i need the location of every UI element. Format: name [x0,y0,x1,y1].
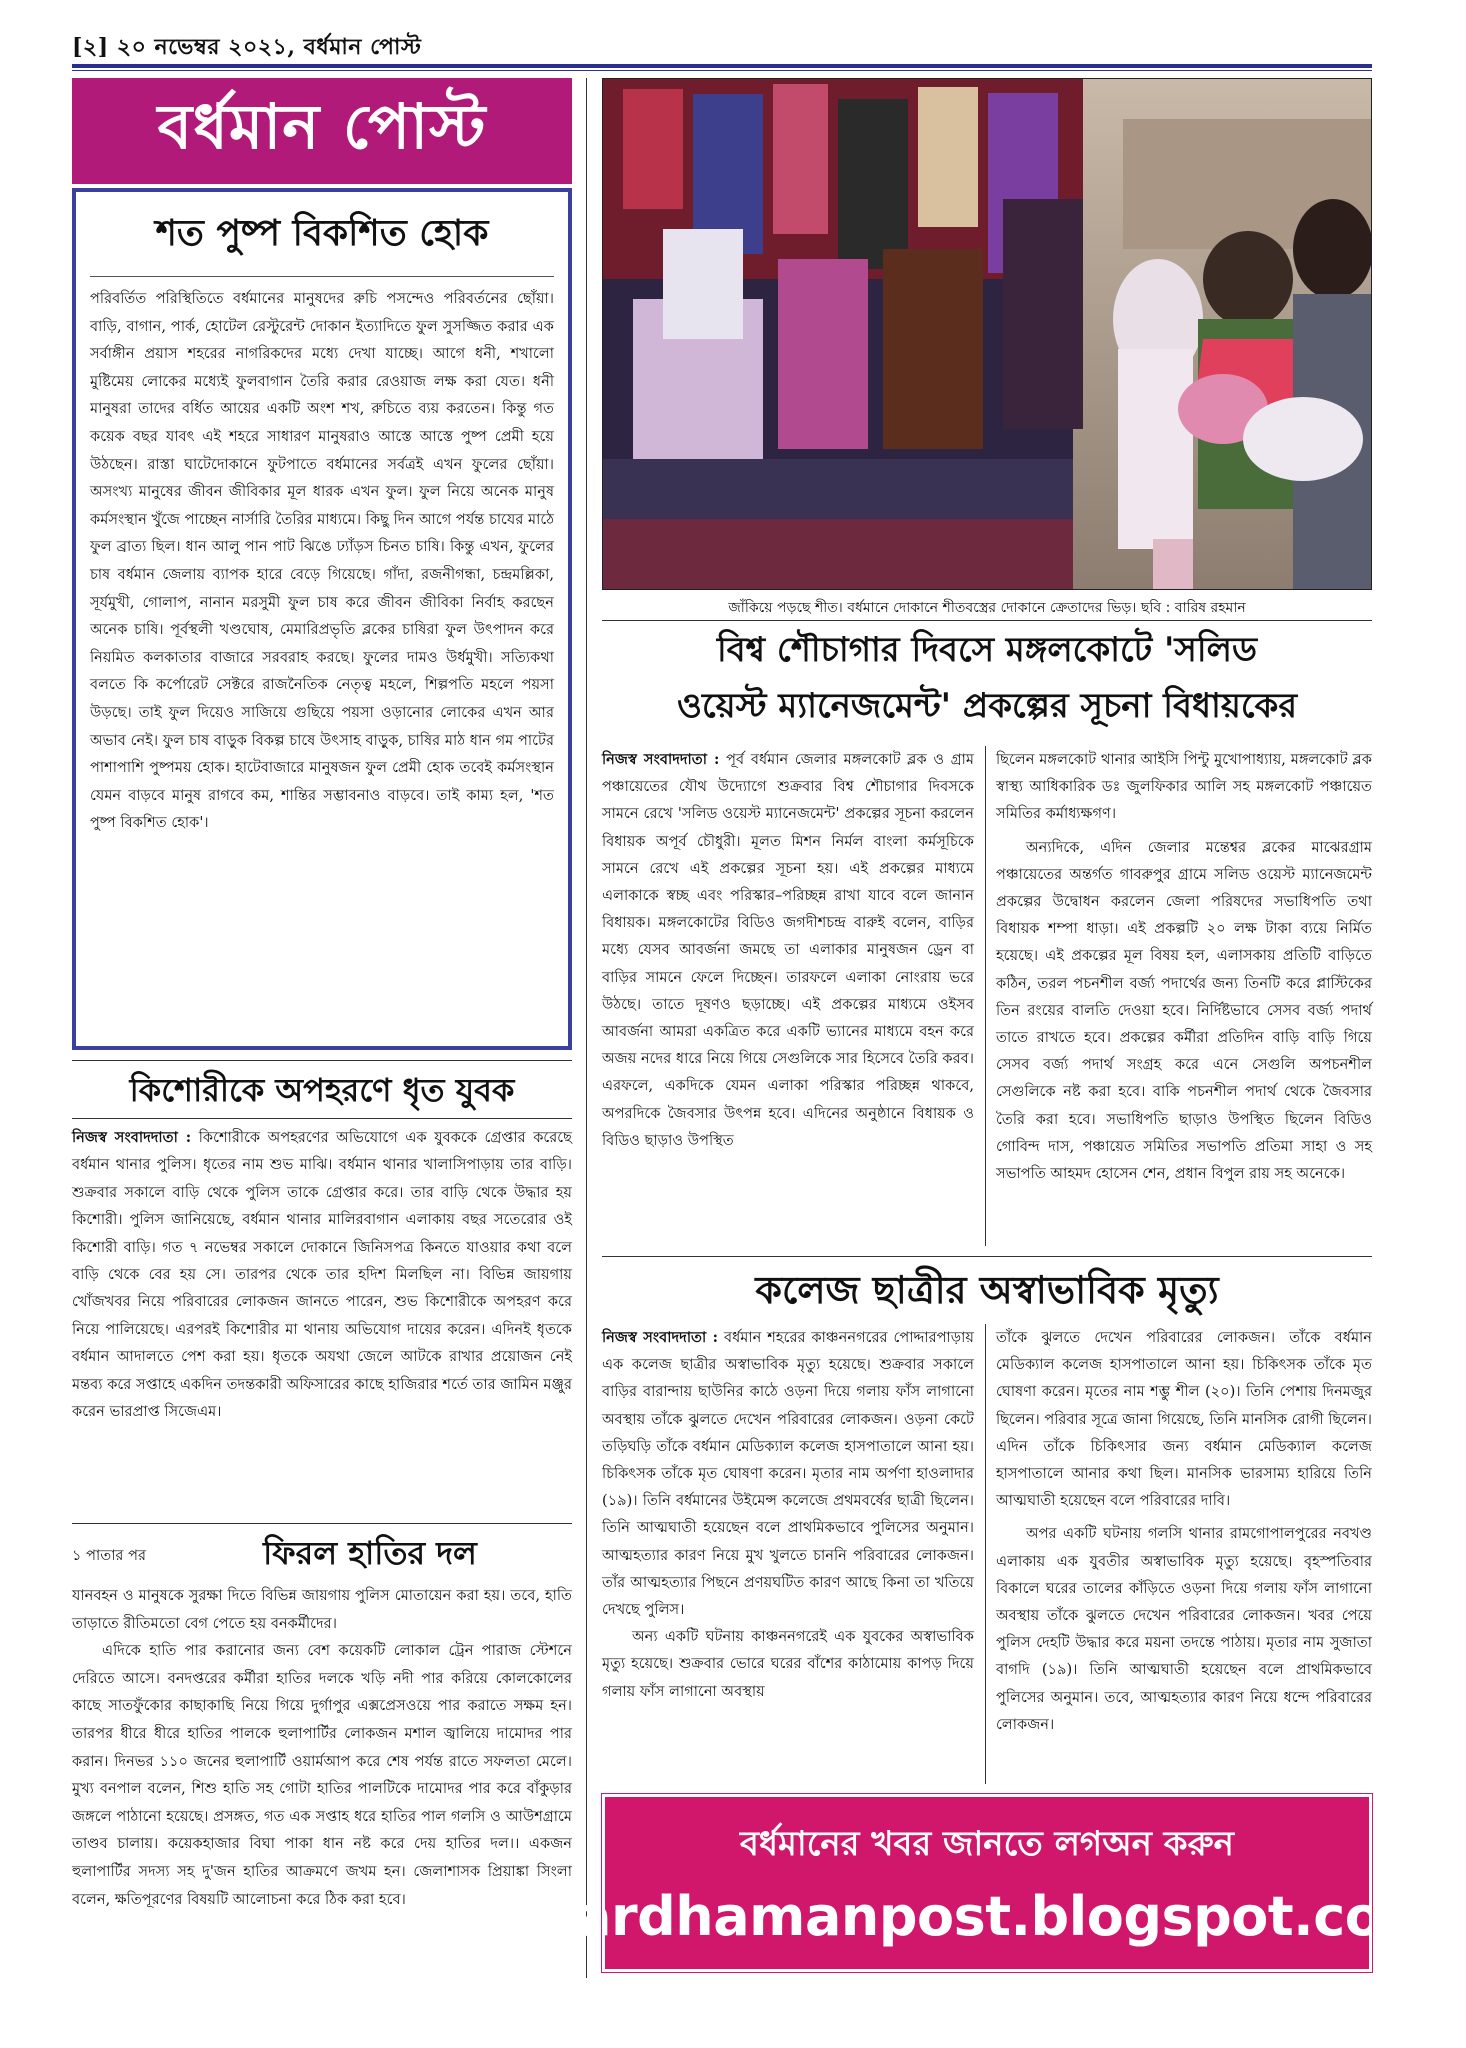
waste-dateline: নিজস্ব সংবাদদাতা : [602,751,720,768]
elephant-para-2: এদিকে হাতি পার করানোর জন্য বেশ কয়েকটি লোকাল ট্রেন পারাজ স্টেশনে দেরিতে আসে। বনদপ্তরের কর্মীরা হাতির দলকে খড়ি নদী পার করিয়ে কোলকোলের কাছে সাতফুঁকোর কাছাকাছি নিয়ে গিয়ে দুর্গাপুর এক্সপ্রেসওয়ে পার করাতে সক্ষম হন। তারপর ধীরে ধীরে হাতির পালকে হুলাপার্টির লোকজন মশাল জ্বালিয়ে দামোদর পার করান। দিনভর ১১০ জনের হুলাপার্টি ওয়ার্মআপ করে শেষ পর্যন্ত রাতে সফলতা মেলে। মুখ্য বনপাল বলেন, শিশু হাতি সহ গোটা হাতির পালটিকে দামোদর পার করে বাঁকুড়ার জঙ্গলে পাঠানো হয়েছে। প্রসঙ্গত, গত এক সপ্তাহ ধরে হাতির পাল গলসি ও আউশগ্রামে তাণ্ডব চালায়। কয়েকহাজার বিঘা পাকা ধান নষ্ট করে দেয় হাতির দল।। একজন হুলাপার্টির সদস্য সহ দু'জন হাতির আক্রমণে জখম হন। জেলাশাসক প্রিয়াঙ্কা সিংলা বলেন, ক্ষতিপূরণের বিষয়টি আলোচনা করে ঠিক করা হবে। [72,1642,572,1908]
divider [72,1523,572,1524]
elephant-para-1: যানবহন ও মানুষকে সুরক্ষা দিতে বিভিন্ন জায়গায় পুলিস মোতায়েন করা হয়। তবে, হাতি তাড়াতে রীতিমতো বেগ পেতে হয় বনকর্মীদের। [72,1587,572,1632]
waste-headline-line-2: ওয়েস্ট ম্যানেজমেন্ট' প্রকল্পের সূচনা বিধায়কের [676,686,1298,726]
waste-headline [602,622,1372,734]
waste-col-2-para-2: অন্যদিকে, এদিন জেলার মন্তেশ্বর ব্লকের মাঝেরগ্রাম পঞ্চায়েতের অন্তর্গত গাবরুপুর গ্রামে সলিড ওয়েস্ট ম্যানেজমেন্ট প্রকল্পের উদ্বোধন করলেন জেলা পরিষদের সভাধিপতি তথা বিধায়ক শম্পা ধাড়া। এই প্রকল্পটি ২০ লক্ষ টাকা ব্যয়ে নির্মিত হয়েছে। এই প্রকল্পের মূল বিষয় হল, এলাসকায় প্রতিটি বাড়িতে কঠিন, তরল পচনশীল বর্জ্য পদার্থের জন্য তিনটি করে প্লাস্টিকের তিন রংয়ের বালতি দেওয়া হবে। নির্দিষ্টভাবে সেসব বর্জ্য পদার্থ তাতে রাখতে হবে। প্রকল্পের কর্মীরা প্রতিদিন বাড়ি বাড়ি গিয়ে সেসব বর্জ্য পদার্থ সংগ্রহ করে এনে সেগুলি অপচনশীল সেগুলিকে নষ্ট করা হবে। বাকি পচনশীল পদার্থ থেকে জৈবসার তৈরি করা হবে। সভাধিপতি ছাড়াও উপস্থিত ছিলেন বিডিও গোবিন্দ দাস, পঞ্চায়েত সমিতির সভাপতি প্রতিমা সাহা ও সহ সভাপতি আহমদ হোসেন শেন, প্রধান বিপুল রায় সহ অনেকে। [996,838,1372,1183]
kidnap-dateline: নিজস্ব সংবাদদাতা : [72,1129,192,1146]
death-col-1-text: বর্ধমান শহরের কাঞ্চননগরের পোদ্দারপাড়ায় এক কলেজ ছাত্রীর অস্বাভাবিক মৃত্যু হয়েছে। শুক্রবার সকালে বাড়ির বারান্দায় ছাউনির কাঠে ওড়না দিয়ে গলায় ফাঁস লাগানো অবস্থায় তাঁকে ঝুলতে দেখেন পরিবারের লোকজন। ওড়না কেটে তড়িঘড়ি তাঁকে বর্ধমান মেডিক্যাল কলেজ হাসপাতালে আনা হয়। চিকিৎসক তাঁকে মৃত ঘোষণা করেন। মৃতার নাম অর্পণা হাওলাদার (১৯)। তিনি বর্ধমানের উইমেন্স কলেজে প্রথমবর্ষের ছাত্রী ছিলেন। তিনি আত্মঘাতী হয়েছেন বলে প্রাথমিকভাবে পুলিসের অনুমান। আত্মহত্যার কারণ নিয়ে মুখ খুলতে চাননি পরিবারের লোকজন। তাঁর আত্মহত্যার পিছনে প্রণয়ঘটিত কারণ আছে কিনা তা খতিয়ে দেখছে পুলিস। [602,1329,975,1619]
divider [72,1060,572,1061]
column-divider [586,78,587,1978]
kidnap-headline: কিশোরীকে অপহরণে ধৃত যুবক [129,1071,515,1109]
kidnap-text: কিশোরীকে অপহরণের অভিযোগে এক যুবককে গ্রেপ্তার করেছে বর্ধমান থানার পুলিস। ধৃতের নাম শুভ মাঝি। বর্ধমান থানার খালাসিপাড়ায় তার বাড়ি। শুক্রবার সকালে বাড়ি থেকে পুলিস তাকে গ্রেপ্তার করে। তার বাড়ি থেকে উদ্ধার হয় কিশোরী। পুলিস জানিয়েছে, বর্ধমান থানার মালিরবাগান এলাকায় বছর সতেরোর ওই কিশোরী বাড়ি। গত ৭ নভেম্বর সকালে দোকানে জিনিসপত্র কিনতে যাওয়ার কথা বলে বাড়ি থেকে বের হয় সে। তারপর থেকে তার হদিশ মিলছিল না। বিভিন্ন জায়গায় খোঁজখবর নিয়ে পরিবারের লোকজন জানতে পারেন, শুভ কিশোরীকে অপহরণ করে নিয়ে পালিয়েছে। এরপরই কিশোরীর মা থানায় অভিযোগ দায়ের করেন। এদিনই ধৃতকে বর্ধমান আদালতে পেশ করা হয়। ধৃতকে অযথা জেলে আটকে রাখার প্রয়োজন নেই মন্তব্য করে সপ্তাহে একদিন তদন্তকারী অফিসারের কাছে হাজিরার শর্তে তার জামিন মঞ্জুর করেন ভারপ্রাপ্ত সিজেএম। [72,1129,572,1421]
death-col-1-para-2: অন্য একটি ঘটনায় কাঞ্চননগরেই এক যুবকের অস্বাভাবিক মৃত্যু হয়েছে। শুক্রবার ভোরে ঘরের বাঁশের কাঠামোয় কাপড় দিয়ে গলায় ফাঁস লাগানো অবস্থায় [602,1628,974,1700]
editorial-title: শত পুষ্প বিকশিত হোক [90,200,554,277]
column-divider [985,1324,986,1784]
divider [602,1256,1372,1257]
death-col-2-para-2: অপর একটি ঘটনায় গলসি থানার রামগোপালপুরের নবখণ্ড এলাকায় এক যুবতীর অস্বাভাবিক মৃত্যু হয়েছে। বৃহস্পতিবার বিকালে ঘরের তালের কাঁড়িতে ওড়না দিয়ে গলায় ফাঁস লাগানো অবস্থায় তাঁকে ঝুলতে দেখেন পরিবারের লোকজন। খবর পেয়ে পুলিস দেহটি উদ্ধার করে ময়না তদন্তে পাঠায়। মৃতার নাম সুজাতা বাগদি (১৯)। তিনি আত্মঘাতী হয়েছেন বলে প্রাথমিকভাবে পুলিসের অনুমান। তবে, আত্মহত্যার কারণ নিয়ে ধন্দে পরিবারের লোকজন। [996,1525,1372,1733]
ad-tagline: বর্ধমানের খবর জানতে লগঅন করুন [740,1824,1234,1864]
death-headline: কলেজ ছাত্রীর অস্বাভাবিক মৃত্যু [755,1268,1219,1312]
ad-url[interactable]: bardhamanpost.blogspot.com [536,1885,1438,1948]
death-col-1 [602,1324,974,1705]
divider [72,1118,572,1119]
photo-caption: জাঁকিয়ে পড়ছে শীত। বর্ধমানে দোকানে শীতবস্ত্রের দোকানে ক্রেতাদের ভিড়। ছবি : বারিষ রহমান [728,600,1246,616]
blog-ad-banner[interactable] [536,1794,1438,1972]
waste-headline-line-1: বিশ্ব শৌচাগার দিবসে মঙ্গলকোটে 'সলিড [717,630,1257,670]
editorial-box [72,188,572,1050]
waste-col-2 [996,746,1372,1187]
death-col-2-para-1: তাঁকে ঝুলতে দেখেন পরিবারের লোকজন। তাঁকে বর্ধমান মেডিক্যাল কলেজ হাসপাতালে আনা হয়। চিকিৎসক তাঁকে মৃত ঘোষণা করেন। মৃতের নাম শম্ভু শীল (২০)। তিনি পেশায় দিনমজুর ছিলেন। পরিবার সূত্রে জানা গিয়েছে, তিনি মানসিক রোগী ছিলেন। এদিন তাঁকে চিকিৎসার জন্য বর্ধমান মেডিক্যাল কলেজ হাসপাতালে আনার কথা ছিল। মানসিক ভারসাম্য হারিয়ে তিনি আত্মঘাতী হয়েছেন বলে পরিবারের দাবি। [996,1329,1372,1510]
waste-col-2-para-1: ছিলেন মঙ্গলকোট থানার আইসি পিন্টু মুখোপাধ্যায়, মঙ্গলকোট ব্লক স্বাস্থ্য আধিকারিক ডঃ জুলফিকার আলি সহ মঙ্গলকোট পঞ্চায়েত সমিতির কর্মাধ্যক্ষগণ। [996,751,1372,823]
waste-col-1 [602,746,974,1154]
waste-col-1-text: পূর্ব বর্ধমান জেলার মঙ্গলকোট ব্লক ও গ্রাম পঞ্চায়েতের যৌথ উদ্যোগে শুক্রবার বিশ্ব শৌচাগার দিবসকে সামনে রেখে 'সলিড ওয়েস্ট ম্যানেজমেন্ট' প্রকল্পের সূচনা করলেন বিধায়ক অপূর্ব চৌধুরী। মূলত মিশন নির্মল বাংলা কর্মসূচিকে সামনে রেখে এই প্রকল্পের সূচনা হয়। এই প্রকল্পের মাধ্যমে এলাকাকে স্বচ্ছ এবং পরিস্কার–পরিচ্ছন্ন রাখা যাবে বলে জানান বিধায়ক। মঙ্গলকোটের বিডিও জগদীশচন্দ্র বারুই বলেন, বাড়ির মধ্যে যেসব আবর্জনা জমছে তা এলাকার মানুষজন ড্রেন বা বাড়ির সামনে ফেলে দিচ্ছেন। তারফলে এলাকা নোংরায় ভরে উঠছে। তাতে দূষণও ছড়াচ্ছে। এই প্রকল্পের মাধ্যমে ওইসব আবর্জনা আমরা একত্রিত করে একটি ভ্যানের মাধ্যমে বহন করে অজয় নদের ধারে নিয়ে গিয়ে সেগুলিকে সার হিসেবে তৈরি করব। এরফলে, একদিকে যেমন এলাকা পরিস্কার পরিচ্ছন্ন থাকবে, অপরদিকে জৈবসার উৎপন্ন হবে। এদিনের অনুষ্ঠানে বিধায়ক ও বিডিও ছাড়াও উপস্থিত [602,751,975,1149]
header-rule [72,64,1372,68]
divider [602,620,1372,621]
page-header: [২] ২০ নভেম্বর ২০২১, বর্ধমান পোস্ট [72,34,422,60]
death-dateline: নিজস্ব সংবাদদাতা : [602,1329,719,1346]
death-col-2 [996,1324,1372,1738]
elephant-body [72,1582,572,1913]
editorial-body: পরিবর্তিত পরিস্থিতিতে বর্ধমানের মানুষদের রুচি পসন্দেও পরিবর্তনের ছোঁয়া। বাড়ি, বাগান, পার্ক, হোটেল রেস্টুরেন্ট দোকান ইত্যাদিতে ফুল সুসজ্জিত করার এক সর্বাঙ্গীন প্রয়াস শহরের নাগরিকদের মধ্যে দেখা যাচ্ছে। আগে ধনী, শখালো মুষ্টিমেয় লোকের মধ্যেই ফুলবাগান তৈরি করার রেওয়াজ লক্ষ করা যেত। ধনী মানুষরা তাদের বর্ধিত আয়ের একটি অংশ শখ, রুচিতে ব্যয় করতেন। কিন্তু গত কয়েক বছর যাবৎ এই শহরে সাধারণ মানুষরাও আস্তে আস্তে পুষ্প প্রেমী হয়ে উঠছেন। রাস্তা ঘাটেদোকানে ফুটপাতে বর্ধমানের সর্বত্রই এখন ফুলের ছোঁয়া। অসংখ্য মানুষের জীবন জীবিকার মূল ধারক এখন ফুল। ফুল নিয়ে অনেক মানুষ কর্মসংস্থান খুঁজে পাচ্ছেন নার্সারি তৈরির মাধ্যমে। কিছু দিন আগে পর্যন্ত চাযের মাঠে ফুল ব্রাত্য ছিল। ধান আলু পান পাট ঝিঙে ঢ্যাঁড়স চিনত চাষি। কিন্তু এখন, ফুলের চাষ বর্ধমান জেলায় ব্যাপক হারে বেড়ে গিয়েছে। গাঁদা, রজনীগন্ধা, চন্দ্রমল্লিকা, সূর্যমুখী, গোলাপ, নানান মরসুমী ফুল চাষ করে জীবন জীবিকা নির্বাহ করছেন অনেক চাষি। পূর্বস্থলী খণ্ডঘোষ, মেমারিপ্রভৃতি ব্লকের চাষিরা ফুল উৎপাদন করে নিয়মিত কলকাতার বাজারে সরবরাহ করছে। ফুলের দামও উর্ধমুখী। সত্যিকথা বলতে কি কর্পোরেট সেক্টরে রাজনৈতিক নেতৃত্ব মহলে, শিল্পপতি মহলে পয়সা উড়ছে। তাই ফুল দিয়েও সাজিয়ে গুছিয়ে পয়সা ওড়ানোর লোকের এখন আর অভাব নেই। ফুল চাষ বাড়ুক বিকল্প চাষে উৎসাহ বাড়ুক, চাষির মাঠ ধান গম পাটের পাশাপাশি পুষ্পময় হোক। হাটেবাজারে মানুষজন ফুল প্রেমী হোক তবেই কর্মসংস্থান যেমন বাড়বে মানুষ রাগবে কম, শান্তির সম্ভাবনাও বাড়বে। তাই কাম্য হল, 'শত পুষ্প বিকশিত হোক'। [90,290,555,832]
elephant-kicker: ১ পাতার পর [72,1547,147,1564]
kidnap-body [72,1124,572,1425]
elephant-headline: ফিরল হাতির দল [263,1534,477,1572]
market-photo [602,78,1372,590]
header-rule-thin [72,70,1372,71]
photo-illustration [603,79,1372,590]
column-divider [985,746,986,1246]
masthead: বর্ধমান পোস্ট [72,78,572,184]
